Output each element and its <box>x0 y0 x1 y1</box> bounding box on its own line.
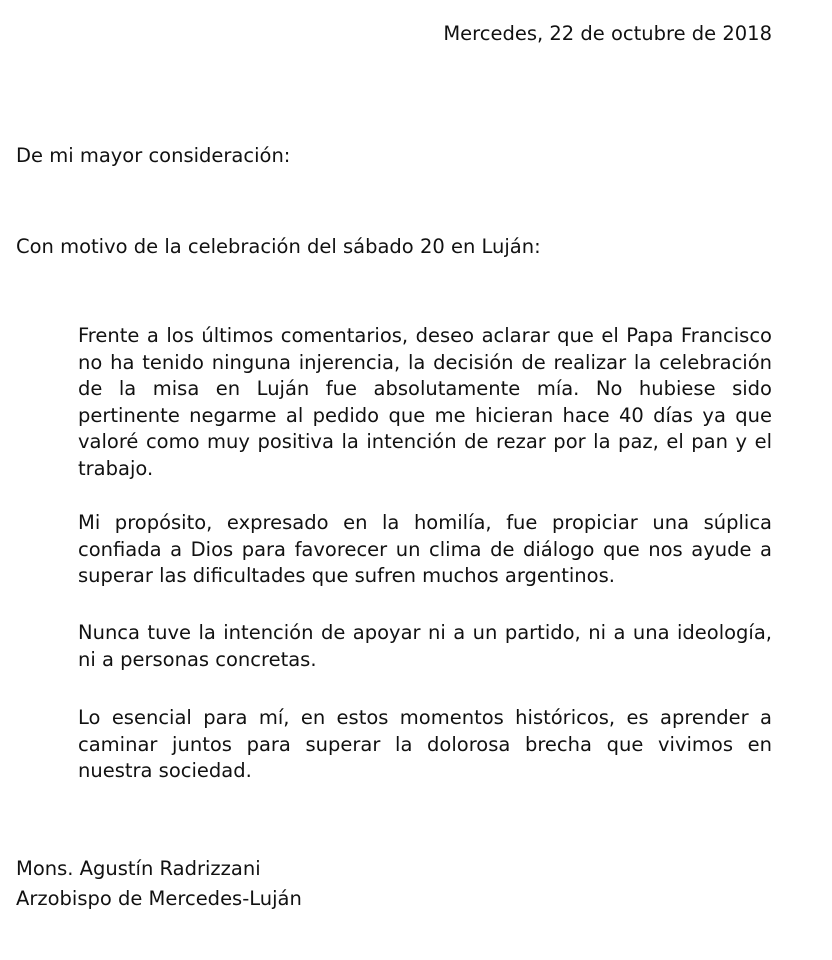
signature-title: Arzobispo de Mercedes-Luján <box>16 887 302 910</box>
letter-greeting: De mi mayor consideración: <box>16 144 291 167</box>
letter-date: Mercedes, 22 de octubre de 2018 <box>443 22 772 45</box>
body-paragraph: Lo esencial para mí, en estos momentos históricos, es aprender a caminar juntos para superar la dolorosa brecha que vivimos en nuestra sociedad. <box>78 706 772 782</box>
body-paragraph: Nunca tuve la intención de apoyar ni a un partido, ni a una ideología, ni a personas concretas. <box>78 621 772 671</box>
signature-name: Mons. Agustín Radrizzani <box>16 857 261 880</box>
body-paragraph: Frente a los últimos comentarios, deseo aclarar que el Papa Francisco no ha tenido ninguna injerencia, la decisión de realizar la celebración de la misa en Luján fue absolutamente mía. No hubiese sido pertinente negarme al pedido que me hicieran hace 40 días ya que valoré como muy positiva la intención de rezar por la paz, el pan y el trabajo. <box>78 324 772 480</box>
letter-subject: Con motivo de la celebración del sábado 20 en Luján: <box>16 235 541 258</box>
body-paragraph: Mi propósito, expresado en la homilía, fue propiciar una súplica confiada a Dios para favorecer un clima de diálogo que nos ayude a superar las dificultades que sufren muchos argentinos. <box>78 511 772 587</box>
